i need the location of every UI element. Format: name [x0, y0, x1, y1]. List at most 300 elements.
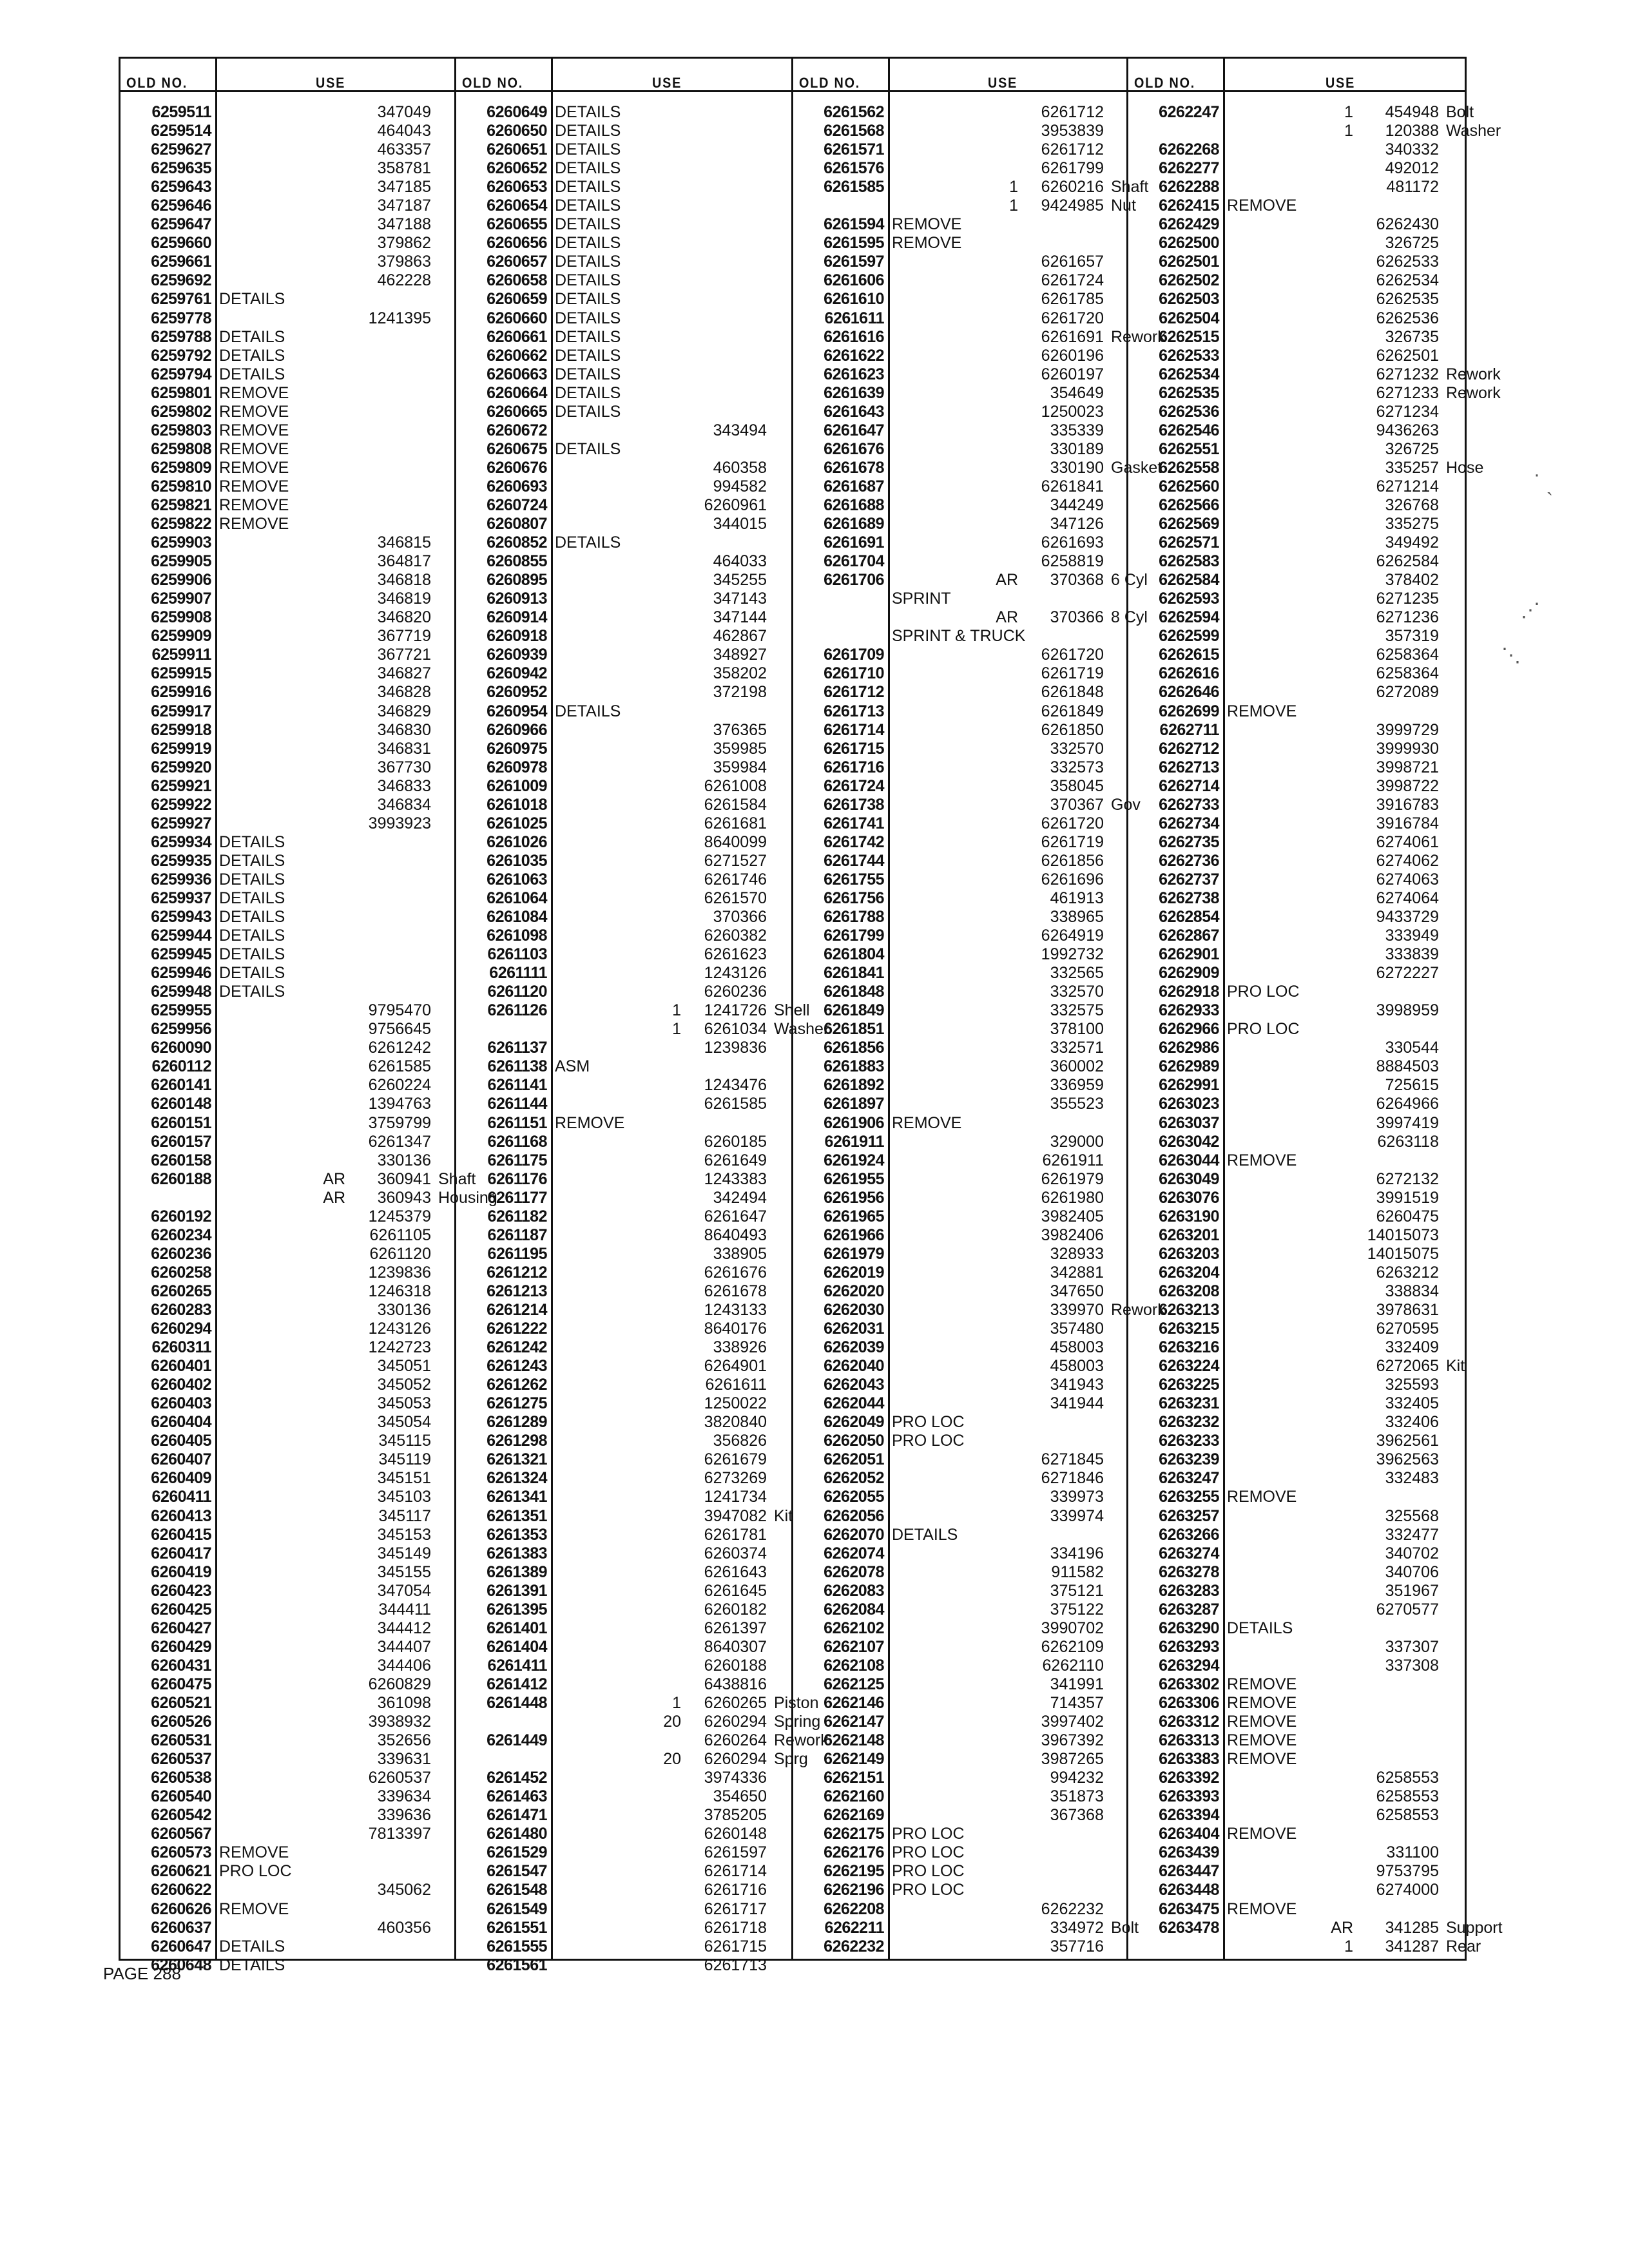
old-number: 6261616: [824, 327, 884, 346]
table-row: [1126, 1769, 1467, 1787]
column-block-2: [454, 57, 829, 1974]
old-number: 6263287: [1159, 1600, 1219, 1619]
old-number: 6261126: [487, 1001, 547, 1020]
description: 6 Cyl: [1111, 571, 1148, 590]
status-tag: DETAILS: [219, 851, 285, 870]
table-row: [454, 1657, 791, 1675]
table-row: [454, 1413, 791, 1432]
old-number: 6263225: [1159, 1376, 1219, 1394]
use-number: 330136: [377, 1151, 431, 1169]
use-number: 3997419: [1376, 1113, 1439, 1132]
use-number: 3991519: [1376, 1188, 1439, 1207]
table-row: [791, 1582, 1126, 1600]
old-number: 6263231: [1159, 1394, 1219, 1413]
table-row: [1126, 945, 1467, 964]
table-row: [1126, 290, 1467, 309]
use-number: 6261649: [704, 1151, 767, 1169]
old-number: 6262560: [1159, 477, 1219, 495]
table-row: [1126, 1282, 1467, 1301]
old-number: 6260952: [487, 683, 547, 702]
old-number: 6262108: [824, 1656, 884, 1675]
table-row: [791, 1825, 1126, 1843]
table-row: [119, 683, 454, 702]
table-row: [119, 1076, 454, 1095]
table-row: [119, 1787, 454, 1806]
table-row: [1126, 496, 1467, 515]
use-number: 338926: [713, 1338, 767, 1357]
use-number: 6260374: [704, 1544, 767, 1562]
status-tag: REMOVE: [219, 439, 289, 458]
use-number: 6264901: [704, 1357, 767, 1376]
old-number: 6259792: [151, 346, 211, 365]
use-number: 344249: [1050, 495, 1104, 514]
use-number: 349492: [1385, 533, 1439, 552]
old-number: 6261448: [487, 1693, 547, 1712]
table-row: [1126, 1750, 1467, 1769]
old-number: 6261955: [824, 1169, 884, 1188]
use-number: 6274000: [1376, 1881, 1439, 1899]
old-number: 6261706: [824, 571, 884, 590]
use-number: 329000: [1050, 1132, 1104, 1151]
status-tag: REMOVE: [1227, 1713, 1297, 1731]
old-number: 6263294: [1159, 1656, 1219, 1675]
old-number: 6261691: [824, 533, 884, 552]
use-number: 6261746: [704, 870, 767, 889]
table-row: [1126, 1675, 1467, 1694]
status-tag: DETAILS: [1227, 1619, 1293, 1637]
old-number: 6261756: [824, 889, 884, 907]
old-number: 6261568: [824, 122, 884, 140]
use-number: 340332: [1385, 140, 1439, 159]
table-row: [1126, 1394, 1467, 1413]
table-row: [1126, 1694, 1467, 1713]
table-row: [1126, 1432, 1467, 1450]
use-number: 344407: [377, 1637, 431, 1656]
old-number: 6261175: [487, 1151, 547, 1169]
table-row: [454, 197, 791, 215]
use-number: 340706: [1385, 1562, 1439, 1581]
use-number: 14015073: [1367, 1225, 1439, 1244]
use-number: 345051: [377, 1357, 431, 1376]
table-row: [1126, 702, 1467, 721]
old-number: 6262043: [824, 1376, 884, 1394]
table-row: [119, 1282, 454, 1301]
use-number: 337308: [1385, 1656, 1439, 1675]
old-number: 6262051: [824, 1450, 884, 1469]
old-number: 6261714: [824, 720, 884, 739]
old-number: 6263049: [1159, 1169, 1219, 1188]
old-number: 6259948: [151, 983, 211, 1001]
table-row: [454, 347, 791, 365]
table-row: [119, 552, 454, 571]
old-number: 6262050: [824, 1432, 884, 1450]
old-number: 6260542: [151, 1806, 211, 1825]
table-row: [119, 983, 454, 1001]
table-row: [1126, 833, 1467, 852]
old-number: 6260404: [151, 1413, 211, 1432]
old-number: 6262415: [1159, 197, 1219, 215]
table-row: [1126, 159, 1467, 178]
table-row: [791, 1806, 1126, 1825]
old-number: 6263447: [1159, 1862, 1219, 1881]
old-number: 6263439: [1159, 1843, 1219, 1862]
table-row: [1126, 1657, 1467, 1675]
old-number: 6261744: [824, 851, 884, 870]
status-tag: PRO LOC: [219, 1862, 292, 1881]
old-number: 6263247: [1159, 1469, 1219, 1488]
table-row: [454, 1825, 791, 1843]
use-number: 6260182: [704, 1600, 767, 1619]
old-number: 6261452: [487, 1769, 547, 1787]
use-number: 6261719: [1041, 664, 1104, 683]
old-number: 6261176: [487, 1169, 547, 1188]
description: Spring: [774, 1713, 821, 1731]
use-number: 6272065: [1376, 1357, 1439, 1376]
use-number: 6260148: [704, 1825, 767, 1843]
old-number: 6261547: [487, 1862, 547, 1881]
use-number: 1243126: [704, 964, 767, 983]
table-row: [791, 1413, 1126, 1432]
use-number: 6274062: [1376, 851, 1439, 870]
use-number: 6261034: [704, 1020, 767, 1039]
old-number: 6259944: [151, 927, 211, 945]
table-row: [454, 852, 791, 870]
old-number: 6262107: [824, 1637, 884, 1656]
old-number: 6263383: [1159, 1750, 1219, 1769]
table-row: [119, 515, 454, 533]
use-number: 376365: [713, 720, 767, 739]
use-number: 6260264: [704, 1731, 767, 1750]
table-row: [1126, 1076, 1467, 1095]
table-row: [1126, 664, 1467, 683]
old-number: 6263290: [1159, 1619, 1219, 1637]
old-number: 6259821: [151, 495, 211, 514]
old-number: 6261804: [824, 945, 884, 964]
use-number: 332483: [1385, 1469, 1439, 1488]
old-number: 6261471: [487, 1806, 547, 1825]
old-number: 6261391: [487, 1581, 547, 1600]
old-number: 6261585: [824, 178, 884, 197]
status-tag: PRO LOC: [892, 1825, 965, 1843]
old-number: 6261716: [824, 758, 884, 776]
old-number: 6261214: [487, 1301, 547, 1319]
old-number: 6263255: [1159, 1488, 1219, 1506]
old-number: 6261026: [487, 832, 547, 851]
use-number: 354650: [713, 1787, 767, 1806]
status-tag: REMOVE: [1227, 1488, 1297, 1506]
old-number: 6261688: [824, 495, 884, 514]
use-number: 3998721: [1376, 758, 1439, 776]
table-row: [119, 814, 454, 833]
use-number: 335257: [1385, 458, 1439, 477]
old-number: 6259661: [151, 253, 211, 271]
old-number: 6263203: [1159, 1244, 1219, 1263]
old-number: 6261979: [824, 1244, 884, 1263]
table-row: [1126, 1001, 1467, 1020]
table-row: [791, 552, 1126, 571]
old-number: 6261571: [824, 140, 884, 159]
old-number: 6263392: [1159, 1769, 1219, 1787]
table-row: [119, 964, 454, 983]
use-number: 6260265: [704, 1693, 767, 1712]
status-tag: REMOVE: [1227, 1731, 1297, 1750]
use-number: 6260961: [704, 495, 767, 514]
table-row: [1126, 1357, 1467, 1376]
old-number: 6260537: [151, 1750, 211, 1769]
use-number: 343494: [713, 421, 767, 439]
use-number: 6261611: [705, 1376, 767, 1394]
table-row: [454, 496, 791, 515]
use-number: 6263212: [1376, 1263, 1439, 1282]
use-number: 6261712: [1041, 140, 1104, 159]
use-number: 3998722: [1376, 776, 1439, 795]
use-number: 8640176: [704, 1320, 767, 1338]
status-tag: DETAILS: [219, 327, 285, 346]
use-number: 6261347: [368, 1132, 431, 1151]
status-tag: PRO LOC: [892, 1881, 965, 1899]
quantity: AR: [996, 571, 1018, 590]
old-number: 6259822: [151, 515, 211, 533]
table-row: [119, 1432, 454, 1450]
old-number: 6259920: [151, 758, 211, 776]
status-tag: DETAILS: [219, 365, 285, 383]
use-number: 358045: [1050, 776, 1104, 795]
table-row: [1126, 309, 1467, 328]
old-number: 6260258: [151, 1263, 211, 1282]
use-number: 332565: [1050, 964, 1104, 983]
old-number: 6262989: [1159, 1057, 1219, 1076]
table-row: [119, 1169, 476, 1189]
use-number: 7813397: [368, 1825, 431, 1843]
table-row: [454, 1600, 791, 1619]
use-number: 464043: [377, 122, 431, 140]
old-number: 6261103: [487, 945, 547, 964]
use-number: 6261597: [704, 1843, 767, 1862]
old-number: 6262569: [1159, 515, 1219, 533]
old-number: 6260655: [487, 215, 547, 234]
quantity: 1: [672, 1693, 681, 1712]
use-number: 345151: [377, 1469, 431, 1488]
old-number: 6261177: [487, 1188, 547, 1207]
old-number: 6262901: [1159, 945, 1219, 964]
quantity: AR: [996, 608, 1018, 627]
use-number: 6261850: [1041, 720, 1104, 739]
table-row: [454, 1282, 791, 1301]
old-number: 6262733: [1159, 795, 1219, 814]
use-number: 345052: [377, 1376, 431, 1394]
table-row: [791, 327, 1166, 347]
table-row: [454, 1693, 819, 1713]
use-number: 6261781: [704, 1525, 767, 1544]
use-number: 345119: [378, 1450, 431, 1469]
use-number: 3987265: [1041, 1750, 1104, 1769]
table-row: [791, 403, 1126, 421]
use-number: 341944: [1050, 1394, 1104, 1413]
old-number: 6262535: [1159, 383, 1219, 402]
old-number: 6259937: [151, 889, 211, 907]
old-number: 6261064: [487, 889, 547, 907]
use-number: 6262534: [1376, 271, 1439, 290]
use-number: 357319: [1385, 627, 1439, 646]
table-row: [791, 122, 1126, 140]
old-number: 6261137: [487, 1039, 547, 1057]
old-number: 6263278: [1159, 1562, 1219, 1581]
old-number: 6259808: [151, 439, 211, 458]
use-number: 994582: [713, 477, 767, 495]
use-number: 6261120: [369, 1244, 431, 1263]
old-number: 6259692: [151, 271, 211, 290]
use-number: 1243126: [368, 1320, 431, 1338]
status-tag: REMOVE: [1227, 1750, 1297, 1769]
old-number: 6261018: [487, 795, 547, 814]
old-number: 6261956: [824, 1188, 884, 1207]
old-number: 6259802: [151, 402, 211, 421]
old-number: 6260621: [151, 1862, 211, 1881]
old-number: 6262737: [1159, 870, 1219, 889]
table-row: [1126, 477, 1467, 496]
table-row: [791, 945, 1126, 964]
table-row: [454, 870, 791, 889]
description: Piston: [774, 1693, 819, 1712]
table-row: [1126, 1544, 1467, 1563]
table-row: [1126, 1170, 1467, 1189]
status-tag: ASM: [555, 1057, 590, 1076]
use-number: 6262584: [1376, 552, 1439, 571]
use-number: 3974336: [704, 1769, 767, 1787]
use-number: 341943: [1050, 1376, 1104, 1394]
table-row: [119, 1245, 454, 1264]
old-number: 6262566: [1159, 495, 1219, 514]
header-use: USE: [651, 75, 682, 91]
use-number: 14015075: [1367, 1244, 1439, 1263]
table-row: [119, 328, 454, 347]
use-number: 6261724: [1041, 271, 1104, 290]
old-number: 6261389: [487, 1562, 547, 1581]
use-number: 6271236: [1376, 608, 1439, 627]
table-row: [454, 1264, 791, 1282]
use-number: 6261979: [1041, 1169, 1104, 1188]
table-row: [119, 1301, 454, 1320]
quantity: 1: [1344, 103, 1353, 121]
use-number: 6258364: [1376, 664, 1439, 683]
description: Washer: [1446, 122, 1501, 140]
table-row: [454, 1301, 791, 1320]
table-row: [119, 664, 454, 683]
table-row: [791, 1694, 1126, 1713]
table-row: [791, 1507, 1126, 1526]
old-number: 6260407: [151, 1450, 211, 1469]
table-row: [791, 1338, 1126, 1357]
use-number: 345155: [377, 1562, 431, 1581]
table-row: [119, 1619, 454, 1638]
page-number: PAGE 288: [103, 1964, 181, 1983]
old-number: 6263312: [1159, 1713, 1219, 1731]
old-number: 6260567: [151, 1825, 211, 1843]
status-tag: REMOVE: [1227, 197, 1297, 215]
use-number: 1241734: [704, 1488, 767, 1506]
use-number: 6258553: [1376, 1787, 1439, 1806]
table-row: [454, 1133, 791, 1151]
old-number: 6262056: [824, 1506, 884, 1525]
old-number: 6263478: [1159, 1918, 1219, 1937]
table-row: [119, 1413, 454, 1432]
old-number: 6262546: [1159, 421, 1219, 439]
old-number: 6261009: [487, 776, 547, 795]
table-row: [1126, 253, 1467, 271]
use-number: 6262232: [1041, 1899, 1104, 1918]
use-number: 3982405: [1041, 1207, 1104, 1225]
old-number: 6263190: [1159, 1207, 1219, 1225]
table-row: [791, 347, 1126, 365]
old-number: 6259643: [151, 178, 211, 197]
old-number: 6261687: [824, 477, 884, 495]
use-number: 332571: [1050, 1039, 1104, 1057]
use-number: 335339: [1050, 421, 1104, 439]
old-number: 6262151: [824, 1769, 884, 1787]
table-row: [1126, 1301, 1467, 1320]
table-row: [454, 253, 791, 271]
status-tag: REMOVE: [1227, 1675, 1297, 1693]
use-number: 6262535: [1376, 290, 1439, 309]
old-number: 6261063: [487, 870, 547, 889]
use-number: 345115: [378, 1432, 431, 1450]
old-number: 6259945: [151, 945, 211, 964]
table-row: [791, 1675, 1126, 1694]
use-number: 1250022: [704, 1394, 767, 1413]
old-number: 6260402: [151, 1376, 211, 1394]
use-number: 346827: [377, 664, 431, 683]
table-row: [791, 833, 1126, 852]
use-number: 6262533: [1376, 253, 1439, 271]
old-number: 6262049: [824, 1413, 884, 1432]
use-number: 359985: [713, 739, 767, 758]
use-number: 6261856: [1041, 851, 1104, 870]
old-number: 6262712: [1159, 739, 1219, 758]
old-number: 6260234: [151, 1225, 211, 1244]
old-number: 6263044: [1159, 1151, 1219, 1169]
quantity: AR: [323, 1169, 345, 1188]
old-number: 6263037: [1159, 1113, 1219, 1132]
use-number: 3962561: [1376, 1432, 1439, 1450]
table-row: [119, 1338, 454, 1357]
old-number: 6259647: [151, 215, 211, 234]
old-number: 6259909: [151, 627, 211, 646]
use-number: 3993923: [368, 814, 431, 832]
old-number: 6263213: [1159, 1301, 1219, 1319]
old-number: 6260626: [151, 1899, 211, 1918]
status-tag: DETAILS: [219, 983, 285, 1001]
use-number: 6262536: [1376, 309, 1439, 327]
old-number: 6261035: [487, 851, 547, 870]
table-row: [119, 1095, 454, 1113]
old-number: 6260112: [151, 1057, 211, 1076]
table-row: [454, 1806, 791, 1825]
table-row: [1126, 1862, 1467, 1881]
table-row: [119, 1694, 454, 1713]
old-number: 6260939: [487, 646, 547, 664]
table-row: [454, 384, 791, 403]
table-row: [454, 215, 791, 234]
old-number: 6262149: [824, 1750, 884, 1769]
use-number: 6261678: [704, 1282, 767, 1300]
header-use: USE: [988, 75, 1018, 91]
use-number: 339974: [1050, 1506, 1104, 1525]
use-number: 911582: [1051, 1562, 1104, 1581]
status-tag: DETAILS: [555, 702, 621, 720]
old-number: 6261742: [824, 832, 884, 851]
description: Washer: [774, 1020, 829, 1039]
old-number: 6261883: [824, 1057, 884, 1076]
